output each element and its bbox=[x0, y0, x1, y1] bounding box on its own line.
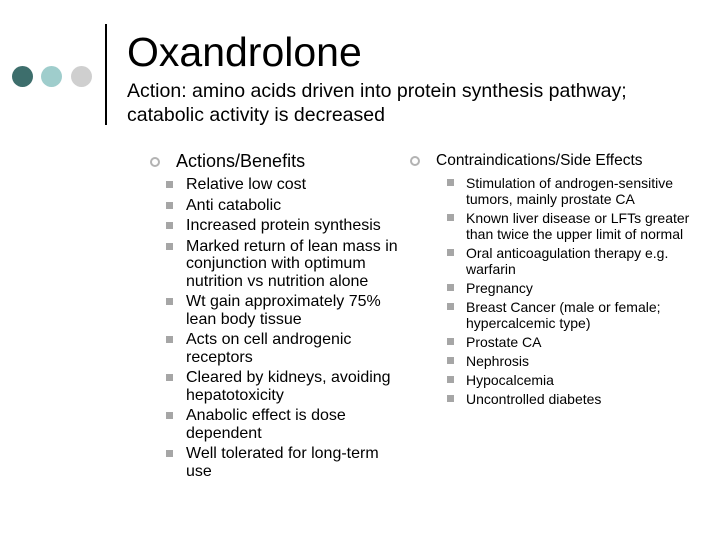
list-item-text: Uncontrolled diabetes bbox=[466, 391, 602, 407]
square-bullet-icon bbox=[166, 202, 173, 209]
square-bullet-icon bbox=[166, 336, 173, 343]
list-item bbox=[410, 245, 710, 277]
list-item-text: Cleared by kidneys, avoiding hepatotoxicity bbox=[186, 369, 391, 404]
list-item bbox=[410, 353, 710, 369]
list-item-text: Oral anticoagulation therapy e.g. warfarin bbox=[466, 245, 669, 277]
square-bullet-icon bbox=[447, 179, 454, 186]
square-bullet-icon bbox=[166, 450, 173, 457]
square-bullet-icon bbox=[447, 376, 454, 383]
list-item-text: Hypocalcemia bbox=[466, 372, 554, 388]
list-item bbox=[150, 331, 400, 366]
title-divider bbox=[105, 24, 107, 125]
list-item bbox=[410, 299, 710, 331]
list-item bbox=[150, 445, 400, 480]
list-item-text: Breast Cancer (male or female; hypercalcemic type) bbox=[466, 299, 661, 331]
square-bullet-icon bbox=[166, 181, 173, 188]
slide-title: Oxandrolone bbox=[127, 29, 362, 75]
square-bullet-icon bbox=[447, 338, 454, 345]
list-item bbox=[150, 197, 400, 215]
square-bullet-icon bbox=[447, 214, 454, 221]
square-bullet-icon bbox=[166, 222, 173, 229]
square-bullet-icon bbox=[166, 243, 173, 250]
list-item bbox=[410, 391, 710, 407]
list-item bbox=[150, 217, 400, 235]
benefits-heading-text: Actions/Benefits bbox=[176, 151, 306, 171]
dot-gray bbox=[71, 66, 92, 87]
contraindications-column bbox=[410, 150, 710, 410]
list-item-text: Wt gain approximately 75% lean body tissue bbox=[186, 293, 381, 328]
list-item-text: Anti catabolic bbox=[186, 196, 282, 214]
list-item-text: Known liver disease or LFTs greater than twice the upper limit of normal bbox=[466, 210, 690, 242]
list-item bbox=[410, 175, 710, 207]
circle-bullet-icon bbox=[410, 156, 420, 166]
benefits-list bbox=[150, 176, 400, 480]
list-item-text: Relative low cost bbox=[186, 176, 307, 193]
list-item bbox=[410, 280, 710, 296]
contraindications-heading bbox=[410, 150, 710, 172]
list-item-text: Pregnancy bbox=[466, 280, 533, 296]
benefits-heading bbox=[150, 150, 400, 173]
contraindications-heading-text: Contraindications/Side Effects bbox=[436, 152, 643, 169]
list-item bbox=[150, 238, 400, 291]
list-item-text: Anabolic effect is dose dependent bbox=[186, 407, 346, 442]
list-item-text: Stimulation of androgen-sensitive tumors, mainly prostate CA bbox=[466, 175, 674, 207]
square-bullet-icon bbox=[166, 374, 173, 381]
square-bullet-icon bbox=[166, 412, 173, 419]
dot-dark-teal bbox=[12, 66, 33, 87]
circle-bullet-icon bbox=[150, 157, 160, 167]
square-bullet-icon bbox=[447, 284, 454, 291]
list-item bbox=[410, 210, 710, 242]
dot-light-teal bbox=[41, 66, 62, 87]
benefits-column bbox=[150, 150, 400, 483]
list-item-text: Well tolerated for long-term use bbox=[186, 445, 379, 480]
slide-subtitle: Action: amino acids driven into protein synthesis pathway; catabolic activity is decreased bbox=[127, 80, 627, 126]
list-item bbox=[410, 372, 710, 388]
square-bullet-icon bbox=[166, 298, 173, 305]
square-bullet-icon bbox=[447, 249, 454, 256]
list-item-text: Acts on cell androgenic receptors bbox=[186, 331, 352, 366]
list-item bbox=[150, 293, 400, 328]
list-item bbox=[410, 334, 710, 350]
list-item bbox=[150, 407, 400, 442]
square-bullet-icon bbox=[447, 395, 454, 402]
list-item-text: Nephrosis bbox=[466, 353, 530, 369]
contraindications-list bbox=[410, 175, 710, 407]
list-item bbox=[150, 176, 400, 194]
square-bullet-icon bbox=[447, 357, 454, 364]
list-item bbox=[150, 369, 400, 404]
list-item-text: Increased protein synthesis bbox=[186, 217, 381, 234]
square-bullet-icon bbox=[447, 303, 454, 310]
list-item-text: Prostate CA bbox=[466, 334, 542, 350]
list-item-text: Marked return of lean mass in conjunction with optimum nutrition vs nutrition alone bbox=[186, 237, 398, 290]
